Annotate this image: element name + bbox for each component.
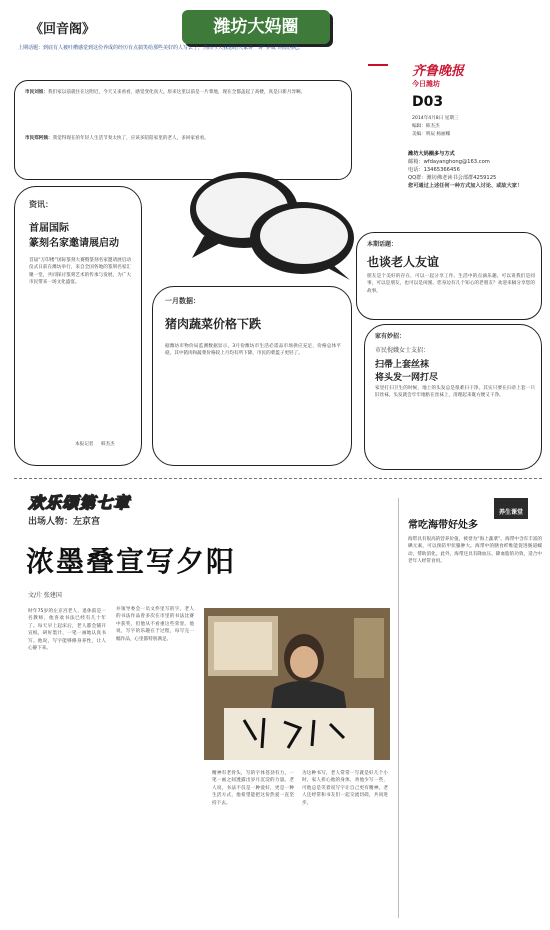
news1-byline-name: 韩杰杰 — [100, 442, 115, 447]
editor-line: 编辑：韩杰杰 — [412, 124, 440, 129]
news1-box — [14, 186, 142, 466]
chat-bubbles-graphic — [182, 166, 372, 282]
contact-qq: QQ群：潍坊佛老读书会部群4259125 — [408, 175, 497, 181]
health-body: 海带具有很高的营养价值，被誉为“海上蔬菜”。海带中含有丰富的碘元素，可以预防甲状腺肿大。海带中的膳食纤维能促进肠道蠕动，帮助消化。此外，海带还具有降血压、降血脂的功效，适合中老年人经常食用。 — [408, 537, 542, 565]
health-title: 常吃海带好处多 — [408, 520, 478, 531]
letter-2-text: 我觉得现在的年轻人生活节奏太快了，应该多陪陪家里的老人，多回家看看。 — [52, 136, 209, 141]
chat-bubbles-icon — [182, 166, 372, 282]
news2-body: 据潍坊市物价局监测数据显示，3月份潍坊市生活必需品市场供应充足，价格总体平稳，其中猪肉和蔬菜价格较上月均有所下降，市民的菜篮子更轻了。 — [165, 344, 341, 357]
news2-tag: 一月数据： — [165, 297, 200, 305]
feature-col-1: 时年75岁的左京宫老人，退休前是一名教师，他喜欢书法已经有几十年了。每天早上起床后，老人都会铺开宣纸，研好墨汁，一笔一画地认真书写。他说，写字能够修身养性，让人心静下来。 — [28, 609, 106, 652]
feature-headline: 浓墨叠宣写夕阳 — [26, 545, 237, 578]
contact-note: 您可通过上述任何一种方式加入讨论、或故大家！ — [408, 183, 523, 189]
feature-col-3: 精神有老骨头，写的字体苍劲有力，一笔一画之间透露出岁月沉淀的力量。老人说，书法不仅是一种爱好，更是一种生活方式，他希望能把这份热爱一直坚持下去。 — [212, 771, 294, 806]
letter-1 — [25, 89, 343, 96]
health-tag — [494, 498, 528, 519]
news4-body: 家里打扫卫生的时候，地上的头发总是很难扫干净。其实只要在扫帚上套一只旧丝袜，头发就会牢牢地粘在丝袜上，清理起来既方便又干净。 — [375, 386, 535, 399]
news3-tag: 本期话题： — [367, 241, 398, 248]
intro-box — [18, 44, 348, 80]
news1-body: 首届“万印楼”国际篆刻大赛暨篆刻名家邀请展启动仪式日前在潍坊举行，来自全国各地的篆刻名家汇聚一堂，共同探讨篆刻艺术的传承与发展，为广大市民带来一场文化盛宴。 — [29, 258, 131, 286]
news3-box — [356, 232, 542, 320]
news4-title-2: 扫帚上套丝袜 — [375, 360, 430, 370]
column-title: 《回音阁》 — [30, 22, 96, 37]
banner-text: 潍坊大妈圈 — [213, 17, 299, 37]
health-tag-text: 养生课堂 — [499, 509, 524, 516]
calligraphy-photo-icon — [204, 608, 390, 760]
feature-person-line: 出场人物：左京宫 — [28, 517, 101, 527]
news4-box — [364, 324, 542, 470]
letter-1-text: 我们家以前就住在这附近，今天又来看看，感觉变化真大。原来这里以前是一片菜地，现在全都盖起了高楼，真是日新月异啊。 — [47, 90, 306, 95]
feature-photo — [204, 608, 390, 760]
intro-text: 上期话题：到底有人被吐槽感觉到这份养成的经历有点搞笑给那些美好的人写去了，然而今天我想给大家讲一讲“养成”的原因吧。 — [18, 45, 304, 51]
date-line: 2014年4月8日 星期三 — [412, 116, 459, 121]
news2-box — [152, 286, 352, 466]
feature-byline: 文/片 张建国 — [28, 592, 62, 599]
news1-tag: 资讯： — [29, 200, 53, 209]
letter-1-speaker: 市民刘姐： — [25, 90, 48, 95]
contact-title: 潍坊大妈圈多与方式 — [408, 151, 455, 157]
banner — [182, 10, 330, 44]
design-line: 美编：明辰 杨丽娜 — [412, 132, 451, 137]
news3-body: 朋友是个美好的存在，可以一起分享工作、生活中的点滴乐趣。可以说我们是同事，可以是朋友，也可以是闺蜜。您身边有几个知心的老朋友？欢迎来稿分享您的故事。 — [367, 274, 535, 294]
section-divider — [14, 478, 542, 479]
news4-title-1: 市民倪娥女士支招： — [375, 347, 430, 354]
news2-title: 猪肉蔬菜价格下跌 — [165, 317, 262, 331]
letters-box — [14, 80, 352, 180]
news4-title-3: 将头发一网打尽 — [375, 373, 439, 383]
feature-section-art — [28, 490, 130, 513]
letter-2 — [25, 135, 343, 142]
news4-tag: 家有妙招： — [375, 333, 406, 340]
masthead-rule — [368, 64, 388, 66]
contact-email: 邮箱：wfdayanghong@163.com — [408, 159, 490, 165]
page-code: D03 — [412, 94, 444, 110]
feature-section-art-text: 欢乐颂第七章 — [28, 493, 131, 512]
contact-tel: 电话：13465366456 — [408, 167, 460, 173]
news3-title: 也谈老人友谊 — [367, 255, 440, 269]
feature-col-2: 并领导委会一员文件里写的字。老人的书法作品曾多次在市里的书法比赛中获奖，但他从不看重这些荣誉。他说，写字的乐趣在于过程，每写完一幅作品，心里都特别满足。 — [116, 607, 194, 642]
news1-title-bottom: 篆刻名家邀请展启动 — [29, 238, 119, 249]
health-rule — [398, 498, 399, 918]
paper-sub: 今日潍坊 — [412, 80, 440, 88]
news1-byline-label: 本报记者 — [75, 442, 94, 447]
letter-2-speaker: 市民郑阿姨： — [25, 136, 53, 141]
contact-box — [366, 150, 542, 224]
news1-byline — [75, 441, 135, 448]
feature-col-4: 为这种书写，老人常常一写就是好几个小时，家人担心他的身体，劝他少写一些，可他总是笑着说写字让自己更有精神。老人还经常和书友们一起交流切磋，共同进步。 — [302, 771, 388, 806]
news1-title-top: 首届国际 — [29, 223, 69, 234]
paper-logo: 齐鲁晚报 — [412, 64, 465, 79]
